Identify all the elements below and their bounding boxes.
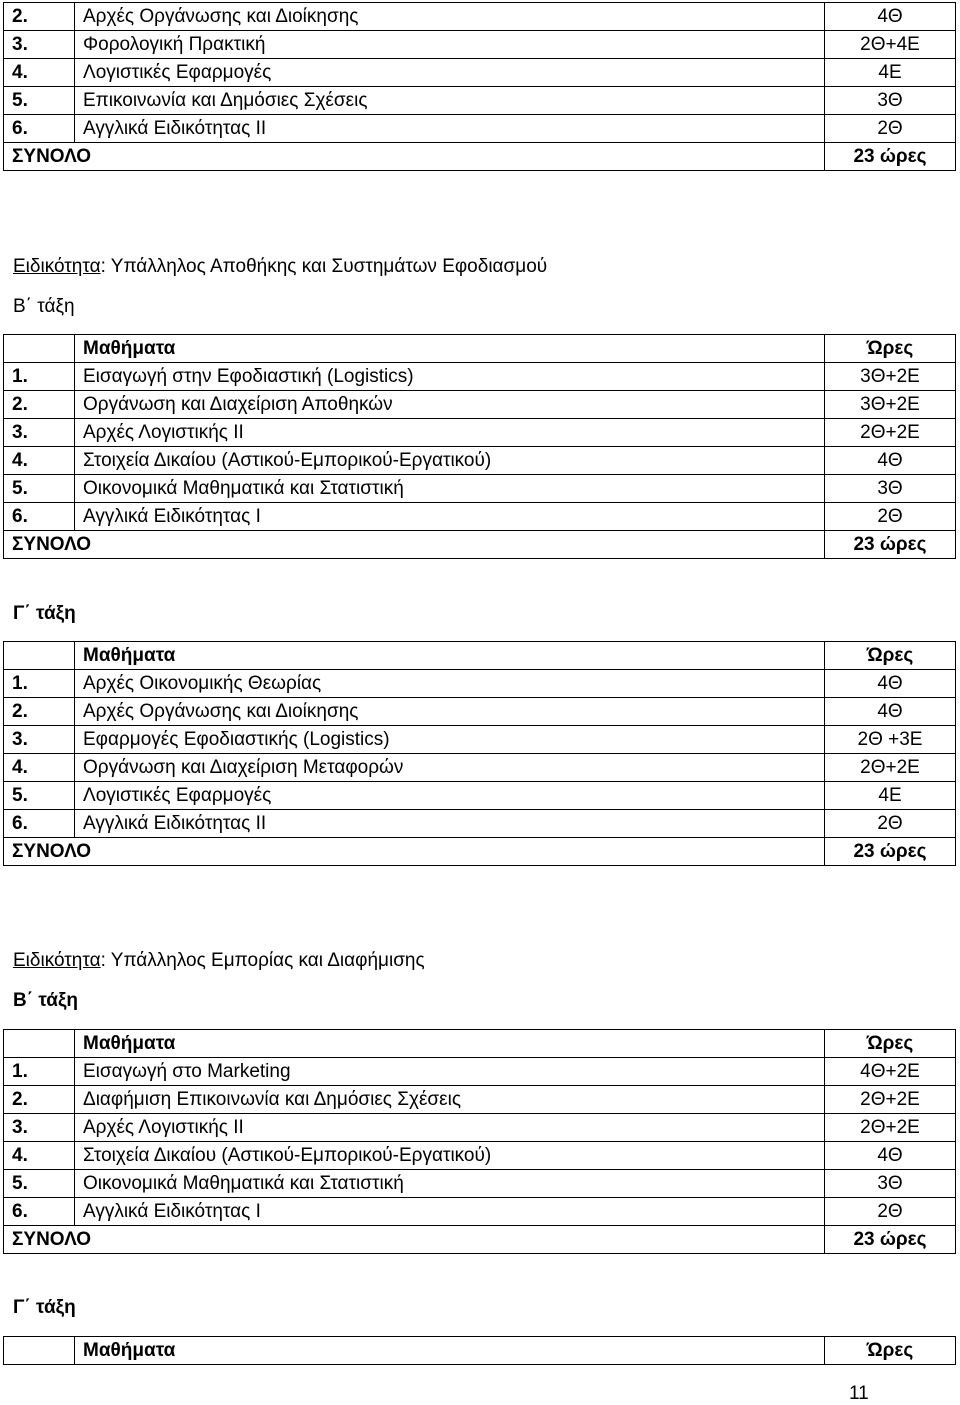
subject-hours: 4Θ [825,698,956,726]
subject-hours: 2Θ +3Ε [825,726,956,754]
class-title: Β΄ τάξη [13,990,79,1011]
row-number: 6. [4,810,75,838]
table-row [4,3,956,31]
row-number: 5. [4,1170,75,1198]
row-number: 1. [4,1058,75,1086]
subject-name: Αγγλικά Ειδικότητας Ι [75,503,825,531]
subject-name: Εισαγωγή στο Marketing [75,1058,825,1086]
table-header-row [4,642,956,670]
course-table-spec1-class-b [3,334,956,559]
subject-hours: 4Θ [825,3,956,31]
subject-hours: 3Θ [825,475,956,503]
subject-hours: 2Θ [825,1198,956,1226]
subject-name: Οικονομικά Μαθηματικά και Στατιστική [75,475,825,503]
specialty-label: Ειδικότητα [13,256,101,277]
subject-name: Αρχές Λογιστικής ΙΙ [75,419,825,447]
row-number: 5. [4,782,75,810]
subject-name: Εφαρμογές Εφοδιαστικής (Logistics) [75,726,825,754]
table-row [4,31,956,59]
total-row [4,838,956,866]
row-number: 4. [4,59,75,87]
table-row [4,363,956,391]
subject-name: Φορολογική Πρακτική [75,31,825,59]
subject-name: Αρχές Οικονομικής Θεωρίας [75,670,825,698]
table-row [4,1198,956,1226]
table-row [4,115,956,143]
total-hours: 23 ώρες [825,143,956,171]
header-subjects: Μαθήματα [75,1337,825,1365]
total-label: ΣΥΝΟΛΟ [4,1226,825,1254]
header-blank [4,335,75,363]
header-hours: Ώρες [825,642,956,670]
subject-name: Λογιστικές Εφαρμογές [75,782,825,810]
total-hours: 23 ώρες [825,531,956,559]
header-hours: Ώρες [825,1030,956,1058]
row-number: 2. [4,698,75,726]
total-hours: 23 ώρες [825,1226,956,1254]
subject-hours: 3Θ [825,1170,956,1198]
total-label: ΣΥΝΟΛΟ [4,531,825,559]
table-row [4,59,956,87]
subject-name: Αγγλικά Ειδικότητας ΙΙ [75,115,825,143]
subject-hours: 4Θ [825,1142,956,1170]
subject-name: Οργάνωση και Διαχείριση Μεταφορών [75,754,825,782]
row-number: 4. [4,447,75,475]
subject-name: Διαφήμιση Επικοινωνία και Δημόσιες Σχέσεις [75,1086,825,1114]
specialty-heading [13,255,547,281]
table-row [4,726,956,754]
row-number: 4. [4,1142,75,1170]
table-row [4,754,956,782]
subject-hours: 2Θ+2Ε [825,1086,956,1114]
subject-name: Αγγλικά Ειδικότητας ΙΙ [75,810,825,838]
row-number: 3. [4,31,75,59]
subject-name: Εισαγωγή στην Εφοδιαστική (Logistics) [75,363,825,391]
page-number: 11 [849,1383,869,1404]
total-hours: 23 ώρες [825,838,956,866]
table-row [4,670,956,698]
course-table-spec1-class-c [3,641,956,866]
header-blank [4,1337,75,1365]
row-number: 3. [4,1114,75,1142]
row-number: 6. [4,1198,75,1226]
total-label: ΣΥΝΟΛΟ [4,143,825,171]
table-header-row [4,335,956,363]
table-row [4,503,956,531]
table-row [4,1058,956,1086]
header-subjects: Μαθήματα [75,642,825,670]
subject-hours: 3Θ+2Ε [825,391,956,419]
table-row [4,1086,956,1114]
row-number: 2. [4,1086,75,1114]
row-number: 3. [4,419,75,447]
table-row [4,1114,956,1142]
row-number: 6. [4,503,75,531]
subject-name: Επικοινωνία και Δημόσιες Σχέσεις [75,87,825,115]
subject-hours: 3Θ [825,87,956,115]
row-number: 2. [4,391,75,419]
subject-hours: 2Θ [825,115,956,143]
subject-name: Αρχές Οργάνωσης και Διοίκησης [75,698,825,726]
table-row [4,447,956,475]
subject-name: Αρχές Λογιστικής ΙΙ [75,1114,825,1142]
subject-name: Στοιχεία Δικαίου (Αστικού-Εμπορικού-Εργατικού) [75,447,825,475]
course-table-spec2-class-c [3,1336,956,1365]
subject-hours: 2Θ+2Ε [825,1114,956,1142]
row-number: 1. [4,670,75,698]
subject-name: Αρχές Οργάνωσης και Διοίκησης [75,3,825,31]
total-row [4,531,956,559]
table-row [4,1142,956,1170]
class-title: Γ΄ τάξη [13,603,76,624]
table-row [4,810,956,838]
row-number: 6. [4,115,75,143]
subject-name: Λογιστικές Εφαρμογές [75,59,825,87]
table-row [4,698,956,726]
table-row [4,475,956,503]
subject-name: Οικονομικά Μαθηματικά και Στατιστική [75,1170,825,1198]
row-number: 5. [4,87,75,115]
class-title: Γ΄ τάξη [13,1297,76,1318]
course-table-spec2-class-b [3,1029,956,1254]
total-row [4,143,956,171]
table-header-row [4,1337,956,1365]
table-row [4,419,956,447]
specialty-heading [13,949,425,975]
total-label: ΣΥΝΟΛΟ [4,838,825,866]
subject-hours: 2Θ+2Ε [825,754,956,782]
subject-name: Οργάνωση και Διαχείριση Αποθηκών [75,391,825,419]
table-row [4,782,956,810]
header-subjects: Μαθήματα [75,1030,825,1058]
subject-hours: 3Θ+2Ε [825,363,956,391]
subject-hours: 4Θ [825,447,956,475]
header-blank [4,1030,75,1058]
total-row [4,1226,956,1254]
table-row [4,1170,956,1198]
subject-hours: 2Θ+4Ε [825,31,956,59]
continued-course-table [3,2,956,171]
table-header-row [4,1030,956,1058]
subject-hours: 4Θ [825,670,956,698]
subject-name: Στοιχεία Δικαίου (Αστικού-Εμπορικού-Εργατικού) [75,1142,825,1170]
subject-name: Αγγλικά Ειδικότητας Ι [75,1198,825,1226]
table-row [4,87,956,115]
row-number: 5. [4,475,75,503]
subject-hours: 4Θ+2Ε [825,1058,956,1086]
header-hours: Ώρες [825,1337,956,1365]
header-hours: Ώρες [825,335,956,363]
table-row [4,391,956,419]
row-number: 2. [4,3,75,31]
header-blank [4,642,75,670]
subject-hours: 2Θ [825,810,956,838]
specialty-label: Ειδικότητα [13,950,101,971]
row-number: 1. [4,363,75,391]
subject-hours: 2Θ+2Ε [825,419,956,447]
row-number: 4. [4,754,75,782]
class-title: Β΄ τάξη [13,296,75,317]
specialty-name: : Υπάλληλος Εμπορίας και Διαφήμισης [100,950,425,971]
specialty-name: : Υπάλληλος Αποθήκης και Συστημάτων Εφοδιασμού [100,256,548,277]
subject-hours: 4Ε [825,782,956,810]
subject-hours: 4Ε [825,59,956,87]
header-subjects: Μαθήματα [75,335,825,363]
row-number: 3. [4,726,75,754]
subject-hours: 2Θ [825,503,956,531]
